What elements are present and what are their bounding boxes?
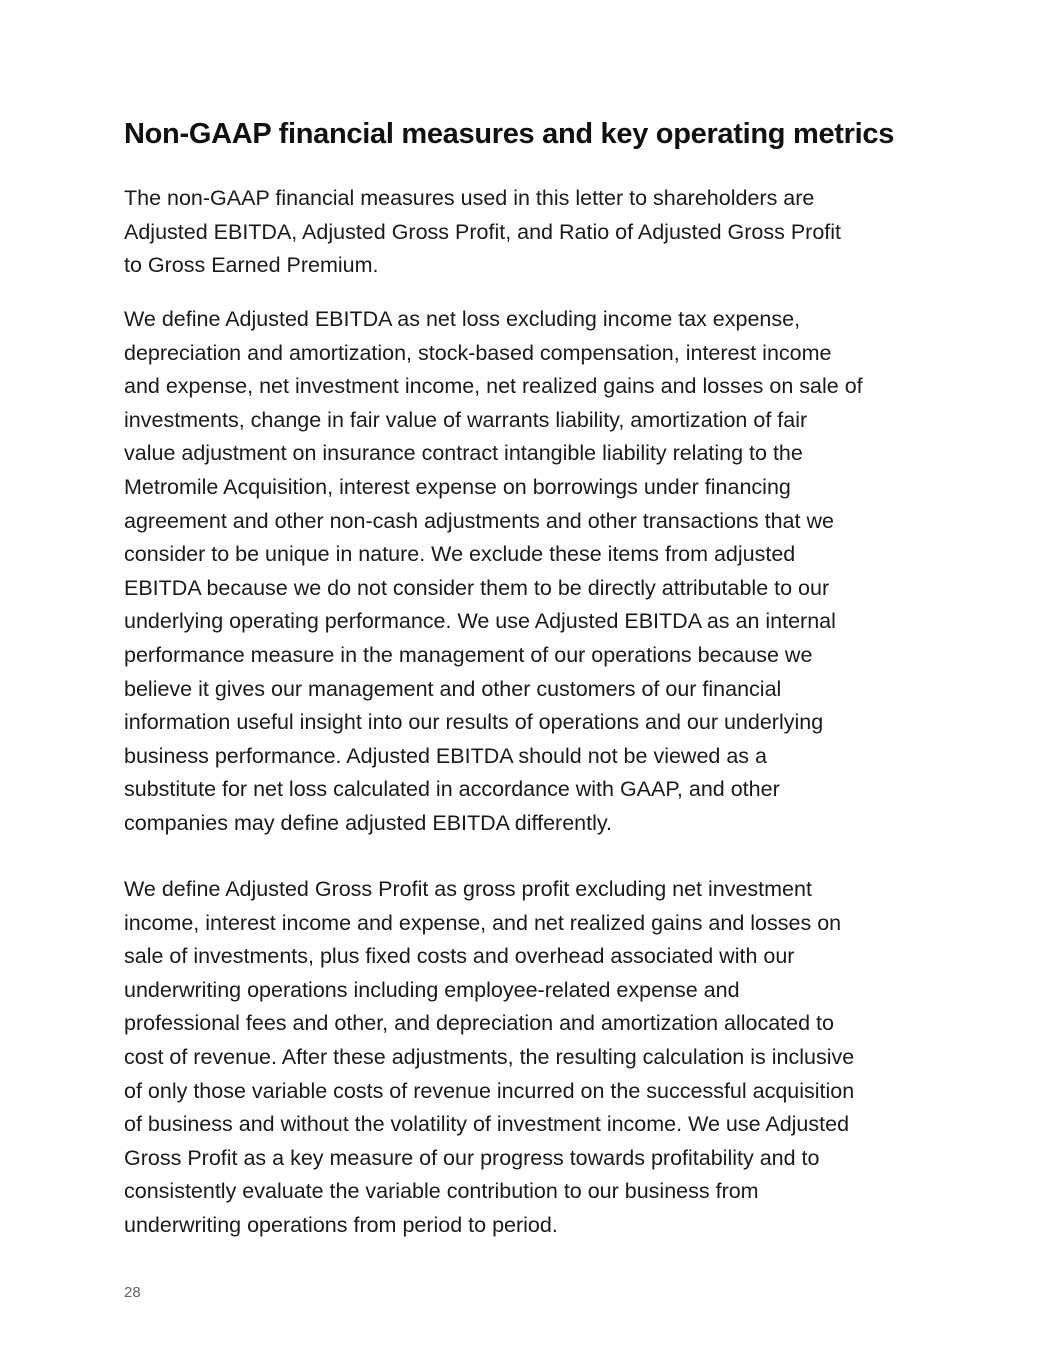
text-line: income, interest income and expense, and net realized gains and losses on <box>124 910 842 935</box>
text-line: business performance. Adjusted EBITDA should not be viewed as a <box>124 743 767 768</box>
text-line: consistently evaluate the variable contribution to our business from <box>124 1179 759 1204</box>
text-line: Adjusted EBITDA, Adjusted Gross Profit, and Ratio of Adjusted Gross Profit <box>124 219 842 244</box>
text-line: We define Adjusted EBITDA as net loss excluding income tax expense, <box>124 307 801 331</box>
text-line: of only those variable costs of revenue incurred on the successful acquisition <box>124 1078 855 1103</box>
text-line: underwriting operations from period to period. <box>124 1212 558 1237</box>
text-line: Metromile Acquisition, interest expense on borrowings under financing <box>124 474 791 499</box>
paragraph-adjusted-gross-profit <box>124 873 944 1243</box>
text-line: We define Adjusted Gross Profit as gross profit excluding net investment <box>124 877 812 901</box>
text-line: believe it gives our management and other customers of our financial <box>124 676 782 701</box>
text-line: information useful insight into our results of operations and our underlying <box>124 710 824 735</box>
text-line: underwriting operations including employee-related expense and <box>124 977 740 1002</box>
text-line: consider to be unique in nature. We exclude these items from adjusted <box>124 542 796 567</box>
text-line: companies may define adjusted EBITDA differently. <box>124 810 612 835</box>
text-line: professional fees and other, and depreciation and amortization allocated to <box>124 1011 834 1036</box>
paragraph-non-gaap-intro <box>124 182 944 283</box>
text-line: and expense, net investment income, net realized gains and losses on sale of <box>124 374 863 399</box>
text-line: EBITDA because we do not consider them to be directly attributable to our <box>124 575 830 600</box>
text-line: performance measure in the management of our operations because we <box>124 642 813 667</box>
text-line: Gross Profit as a key measure of our progress towards profitability and to <box>124 1145 820 1170</box>
paragraph-adjusted-ebitda <box>124 303 944 841</box>
text-line: underlying operating performance. We use Adjusted EBITDA as an internal <box>124 609 836 634</box>
page-number: 28 <box>124 1284 141 1301</box>
text-line: to Gross Earned Premium. <box>124 253 379 278</box>
page-title: Non-GAAP financial measures and key operating metrics <box>124 118 895 150</box>
text-line: of business and without the volatility of investment income. We use Adjusted <box>124 1112 850 1137</box>
text-line: depreciation and amortization, stock-based compensation, interest income <box>124 340 832 365</box>
text-line: substitute for net loss calculated in accordance with GAAP, and other <box>124 777 780 802</box>
text-line: agreement and other non-cash adjustments and other transactions that we <box>124 508 834 533</box>
text-line: investments, change in fair value of warrants liability, amortization of fair <box>124 407 808 432</box>
text-line: sale of investments, plus fixed costs and overhead associated with our <box>124 944 795 969</box>
text-line: The non-GAAP financial measures used in this letter to shareholders are <box>124 186 815 210</box>
text-line: cost of revenue. After these adjustments, the resulting calculation is inclusive <box>124 1044 855 1069</box>
text-line: value adjustment on insurance contract intangible liability relating to the <box>124 441 803 466</box>
